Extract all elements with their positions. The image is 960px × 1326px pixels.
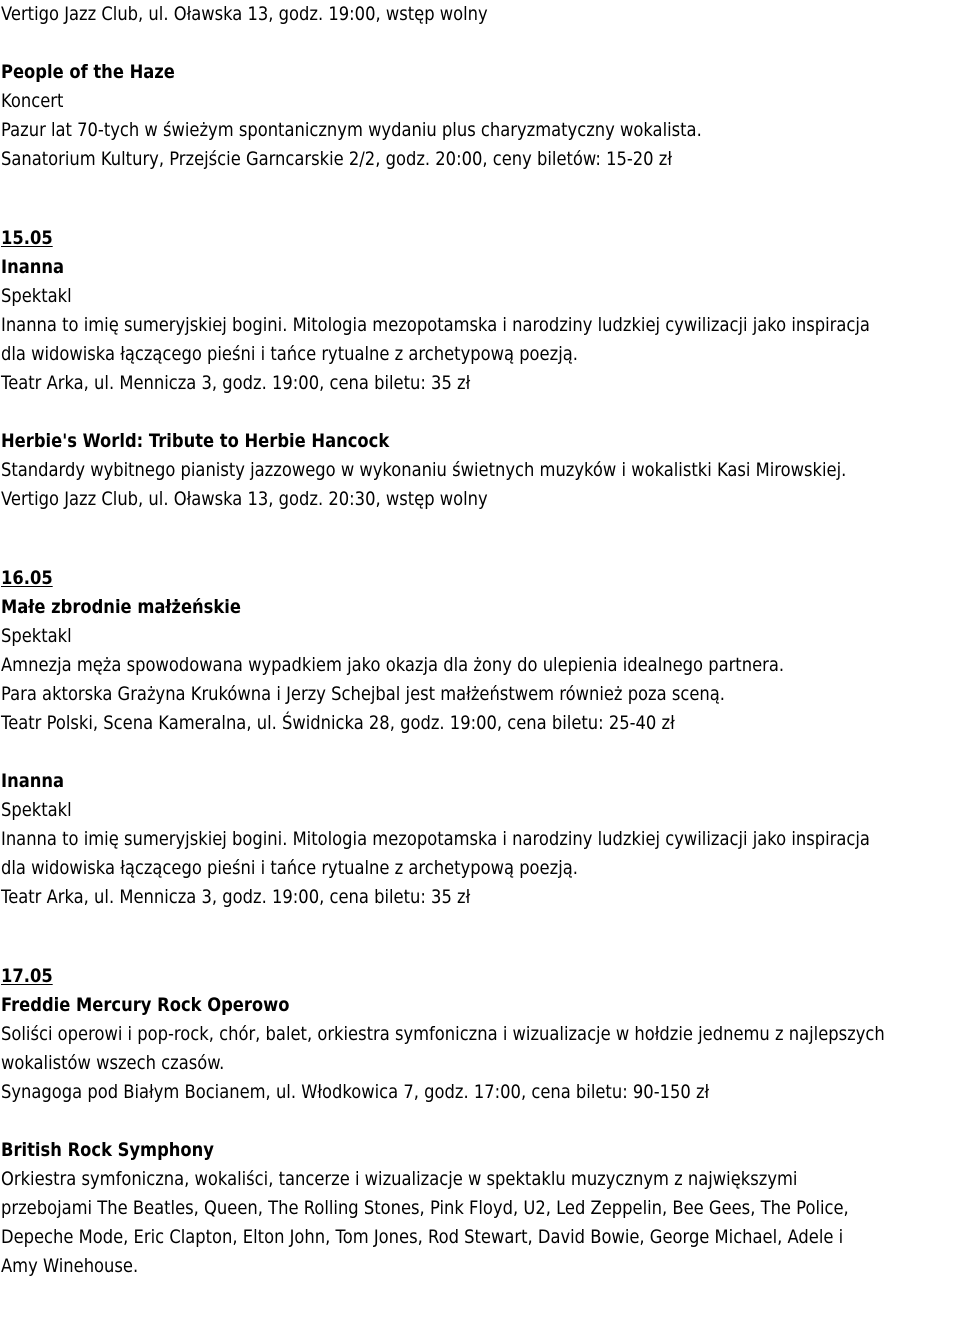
- event-description: Pazur lat 70-tych w świeżym spontanicznym wydaniu plus charyzmatyczny wokalista.: [1, 119, 702, 141]
- prev-event-venue: Vertigo Jazz Club, ul. Oławska 13, godz. 19:00, wstęp wolny: [1, 3, 488, 25]
- event-category: Koncert: [1, 90, 64, 112]
- event-description-line: Para aktorska Grażyna Krukówna i Jerzy Schejbal jest małżeństwem również poza sceną.: [1, 683, 725, 705]
- event-title: Freddie Mercury Rock Operowo: [1, 994, 290, 1016]
- spacer: [1, 398, 960, 427]
- event-description-line: dla widowiska łączącego pieśni i tańce rytualne z archetypową poezją.: [1, 857, 578, 879]
- event-title: Inanna: [1, 256, 65, 278]
- event-description-line: Orkiestra symfoniczna, wokaliści, tancerze i wizualizacje w spektaklu muzycznym z największymi: [1, 1168, 798, 1190]
- event-venue: Vertigo Jazz Club, ul. Oławska 13, godz. 20:30, wstęp wolny: [1, 488, 488, 510]
- day-section-1505: [1, 224, 960, 514]
- event-title: People of the Haze: [1, 61, 175, 83]
- event-title: Herbie's World: Tribute to Herbie Hancock: [1, 430, 390, 452]
- date-heading: 15.05: [1, 227, 53, 249]
- event-british-rock-symphony: [1, 1136, 960, 1281]
- event-title: British Rock Symphony: [1, 1139, 214, 1161]
- event-description-line: dla widowiska łączącego pieśni i tańce rytualne z archetypową poezją.: [1, 343, 578, 365]
- event-description-line: Amy Winehouse.: [1, 1255, 139, 1277]
- event-description-line: wokalistów wszech czasów.: [1, 1052, 225, 1074]
- event-description-line: przebojami The Beatles, Queen, The Rolling Stones, Pink Floyd, U2, Led Zeppelin, Bee Gees, The Police,: [1, 1197, 849, 1219]
- event-people-of-the-haze: [1, 58, 960, 174]
- event-title: Inanna: [1, 770, 65, 792]
- day-section-1705: [1, 962, 960, 1281]
- event-venue: Teatr Arka, ul. Mennicza 3, godz. 19:00, cena biletu: 35 zł: [1, 886, 471, 908]
- event-description: Standardy wybitnego pianisty jazzowego w wykonaniu świetnych muzyków i wokalistki Kasi Mirowskiej.: [1, 459, 847, 481]
- event-description-line: Inanna to imię sumeryjskiej bogini. Mitologia mezopotamska i narodziny ludzkiej cywilizacji jako inspiracja: [1, 314, 870, 336]
- event-inanna: [1, 767, 960, 912]
- date-heading: 16.05: [1, 567, 53, 589]
- event-title: Małe zbrodnie małżeńskie: [1, 596, 241, 618]
- event-description-line: Soliści operowi i pop-rock, chór, balet, orkiestra symfoniczna i wizualizacje w hołdzie jednemu z najlepszych: [1, 1023, 885, 1045]
- event-category: Spektakl: [1, 285, 72, 307]
- event-male-zbrodnie: [1, 593, 960, 738]
- spacer: [1, 912, 960, 962]
- event-inanna: [1, 253, 960, 398]
- event-venue: Sanatorium Kultury, Przejście Garncarskie 2/2, godz. 20:00, ceny biletów: 15-20 zł: [1, 148, 673, 170]
- event-category: Spektakl: [1, 625, 72, 647]
- spacer: [1, 514, 960, 564]
- event-description-line: Depeche Mode, Eric Clapton, Elton John, Tom Jones, Rod Stewart, David Bowie, George Michael, Adele i: [1, 1226, 844, 1248]
- event-description-line: Inanna to imię sumeryjskiej bogini. Mitologia mezopotamska i narodziny ludzkiej cywilizacji jako inspiracja: [1, 828, 870, 850]
- spacer: [1, 29, 960, 58]
- day-section-1605: [1, 564, 960, 912]
- event-description-line: Amnezja męża spowodowana wypadkiem jako okazja dla żony do ulepienia idealnego partnera.: [1, 654, 785, 676]
- event-venue: Teatr Polski, Scena Kameralna, ul. Świdnicka 28, godz. 19:00, cena biletu: 25-40 zł: [1, 712, 675, 734]
- spacer: [1, 738, 960, 767]
- date-heading: 17.05: [1, 965, 53, 987]
- event-freddie-mercury: [1, 991, 960, 1107]
- event-category: Spektakl: [1, 799, 72, 821]
- spacer: [1, 174, 960, 224]
- event-venue: Synagoga pod Białym Bocianem, ul. Włodkowica 7, godz. 17:00, cena biletu: 90-150 zł: [1, 1081, 710, 1103]
- spacer: [1, 1107, 960, 1136]
- event-herbies-world: [1, 427, 960, 514]
- event-venue: Teatr Arka, ul. Mennicza 3, godz. 19:00, cena biletu: 35 zł: [1, 372, 471, 394]
